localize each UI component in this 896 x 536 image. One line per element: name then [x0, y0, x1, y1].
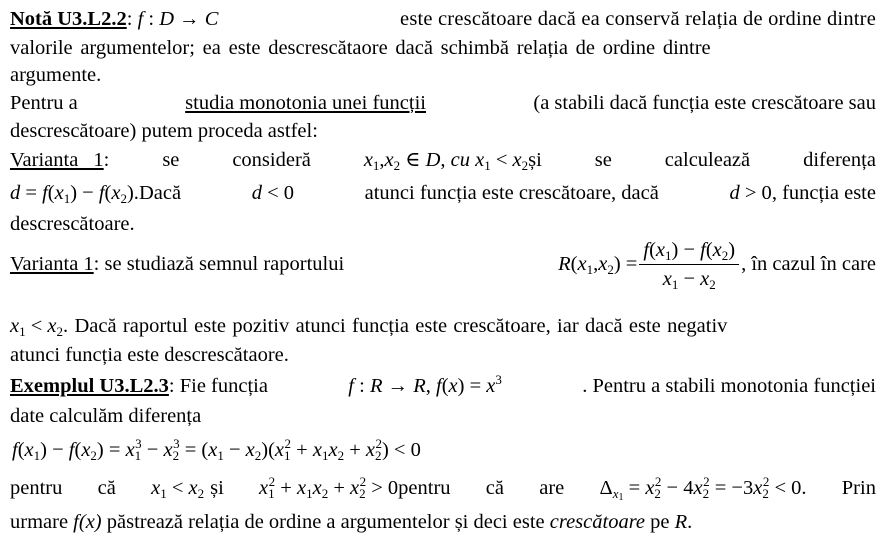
variant1-word: diferența	[803, 149, 876, 171]
intro-underlined-phrase: studia monotonia unei funcții	[185, 92, 426, 114]
intro-line-2: descrescătoare) putem proceda astfel:	[10, 120, 318, 142]
intro-text-a: Pentru a	[10, 92, 78, 114]
intro-line-1	[10, 93, 876, 114]
variant1-condition-negative: d < 0	[251, 182, 294, 204]
example-line-5	[10, 512, 692, 533]
example-text-b: . Pentru a stabili monotonia funcției	[582, 375, 876, 397]
variant2-line-2-text: . Dacă raportul este pozitiv atunci funcția este crescătoare, iar dacă este negativ	[63, 315, 728, 337]
note-heading	[10, 9, 218, 30]
example-colon: :	[168, 375, 175, 397]
example-quadratic-condition: $x_1^2 + x_1x_2 + x_2^2$ > 0pentru	[259, 474, 451, 501]
example-word: are	[539, 477, 565, 499]
example-word-si: și	[210, 477, 224, 499]
variant1-word: calculează	[664, 149, 751, 171]
note-label: Notă U3.L2.2	[10, 8, 127, 30]
ratio-lhs: $R(x_1,x_2)$ =	[558, 253, 638, 278]
variant1-condition-positive: d > 0	[729, 182, 772, 204]
intro-text-b: (a stabili dacă funcția este crescătoare sau	[533, 92, 876, 114]
example-crescatoare: crescătoare	[549, 511, 646, 533]
variant1-word: se	[594, 149, 612, 171]
example-word: pentru	[10, 477, 63, 499]
example-fx: f(x)	[73, 511, 102, 533]
variant1-text-daca: Dacă	[138, 182, 182, 204]
note-line-3: argumente.	[10, 64, 102, 86]
example-discriminant: $\Delta_{x_1} = x_2^2 - 4x_2^2 = -3x_2^2 < 0$.	[599, 474, 807, 503]
example-condition: $x_1 < x_2$ și	[151, 477, 224, 501]
variant2-text-after: , în cazul în care	[741, 253, 876, 276]
note-colon: :	[126, 8, 133, 30]
ratio-fraction	[639, 239, 739, 292]
variant2-line-1	[10, 239, 876, 292]
variant1-difference-formula: $d = f(x_1) - f(x_2)$.	[10, 182, 139, 206]
note-line-1-text: este crescătoare dacă ea conservă relația de ordine dintre	[400, 8, 876, 30]
variant2-condition: $x_1 < x_2$	[10, 315, 64, 339]
example-period: .	[687, 511, 693, 533]
example-word: că	[97, 477, 116, 499]
example-line-4	[10, 474, 876, 503]
variant2-text: se studiază semnul raportului	[104, 253, 345, 276]
variant1-condition: $x_1,x_2$ ∈ D, cu $x_1$ < $x_2și$	[363, 149, 542, 173]
variant2-colon: :	[93, 253, 100, 276]
example-line-2: date calculăm diferența	[10, 405, 202, 427]
variant1-word: consideră	[232, 149, 311, 171]
note-function-signature: f : D → C	[137, 8, 219, 30]
variant1-label: Varianta 1	[10, 149, 104, 171]
example-word: că	[485, 477, 504, 499]
note-line-1	[10, 9, 876, 30]
note-line-2: valorile argumentelor; ea este descrescătaore dacă schimbă relația de ordine dintre	[10, 37, 711, 59]
variant1-word: se	[162, 149, 180, 171]
variant1-text-end: , funcția este	[771, 182, 876, 204]
ratio-denominator: $x_1 - x_2$	[662, 267, 716, 292]
variant2-label: Varianta 1	[10, 253, 94, 276]
variant1-colon: :	[103, 149, 110, 171]
example-equation: $f(x_1) - f(x_2) = x_1^3 - x_2^3 = (x_1 - x_2)(x_1^2 + x_1x_2 + x_2^2) < 0$	[12, 436, 421, 463]
variant1-line-3: descrescătoare.	[10, 213, 135, 235]
variant2-ratio	[558, 239, 876, 292]
example-line-1	[10, 372, 876, 397]
variant1-text-middle: atunci funcția este crescătoare, dacă	[364, 182, 659, 204]
variant1-line-2	[10, 183, 876, 204]
example-text-a: Fie funcția	[179, 375, 268, 397]
variant1-word-si: și	[528, 149, 542, 171]
example-text: păstrează relația de ordine a argumentelor și deci este	[106, 511, 545, 533]
example-set-R: R	[674, 511, 688, 533]
example-label: Exemplul U3.L2.3	[10, 375, 169, 397]
example-text: urmare	[10, 511, 69, 533]
variant2-line-2	[10, 316, 876, 337]
example-function-definition: f : R → R, $f(x) = x^3$	[348, 372, 502, 397]
example-text: pe	[650, 511, 670, 533]
variant2-line-3: atunci funcția este descrescătaore.	[10, 344, 289, 366]
ratio-numerator: $f(x_1) - f(x_2)$	[639, 240, 739, 265]
example-word: Prin	[841, 477, 876, 499]
variant1-line-1	[10, 150, 876, 171]
example-word: pentru	[398, 477, 451, 499]
